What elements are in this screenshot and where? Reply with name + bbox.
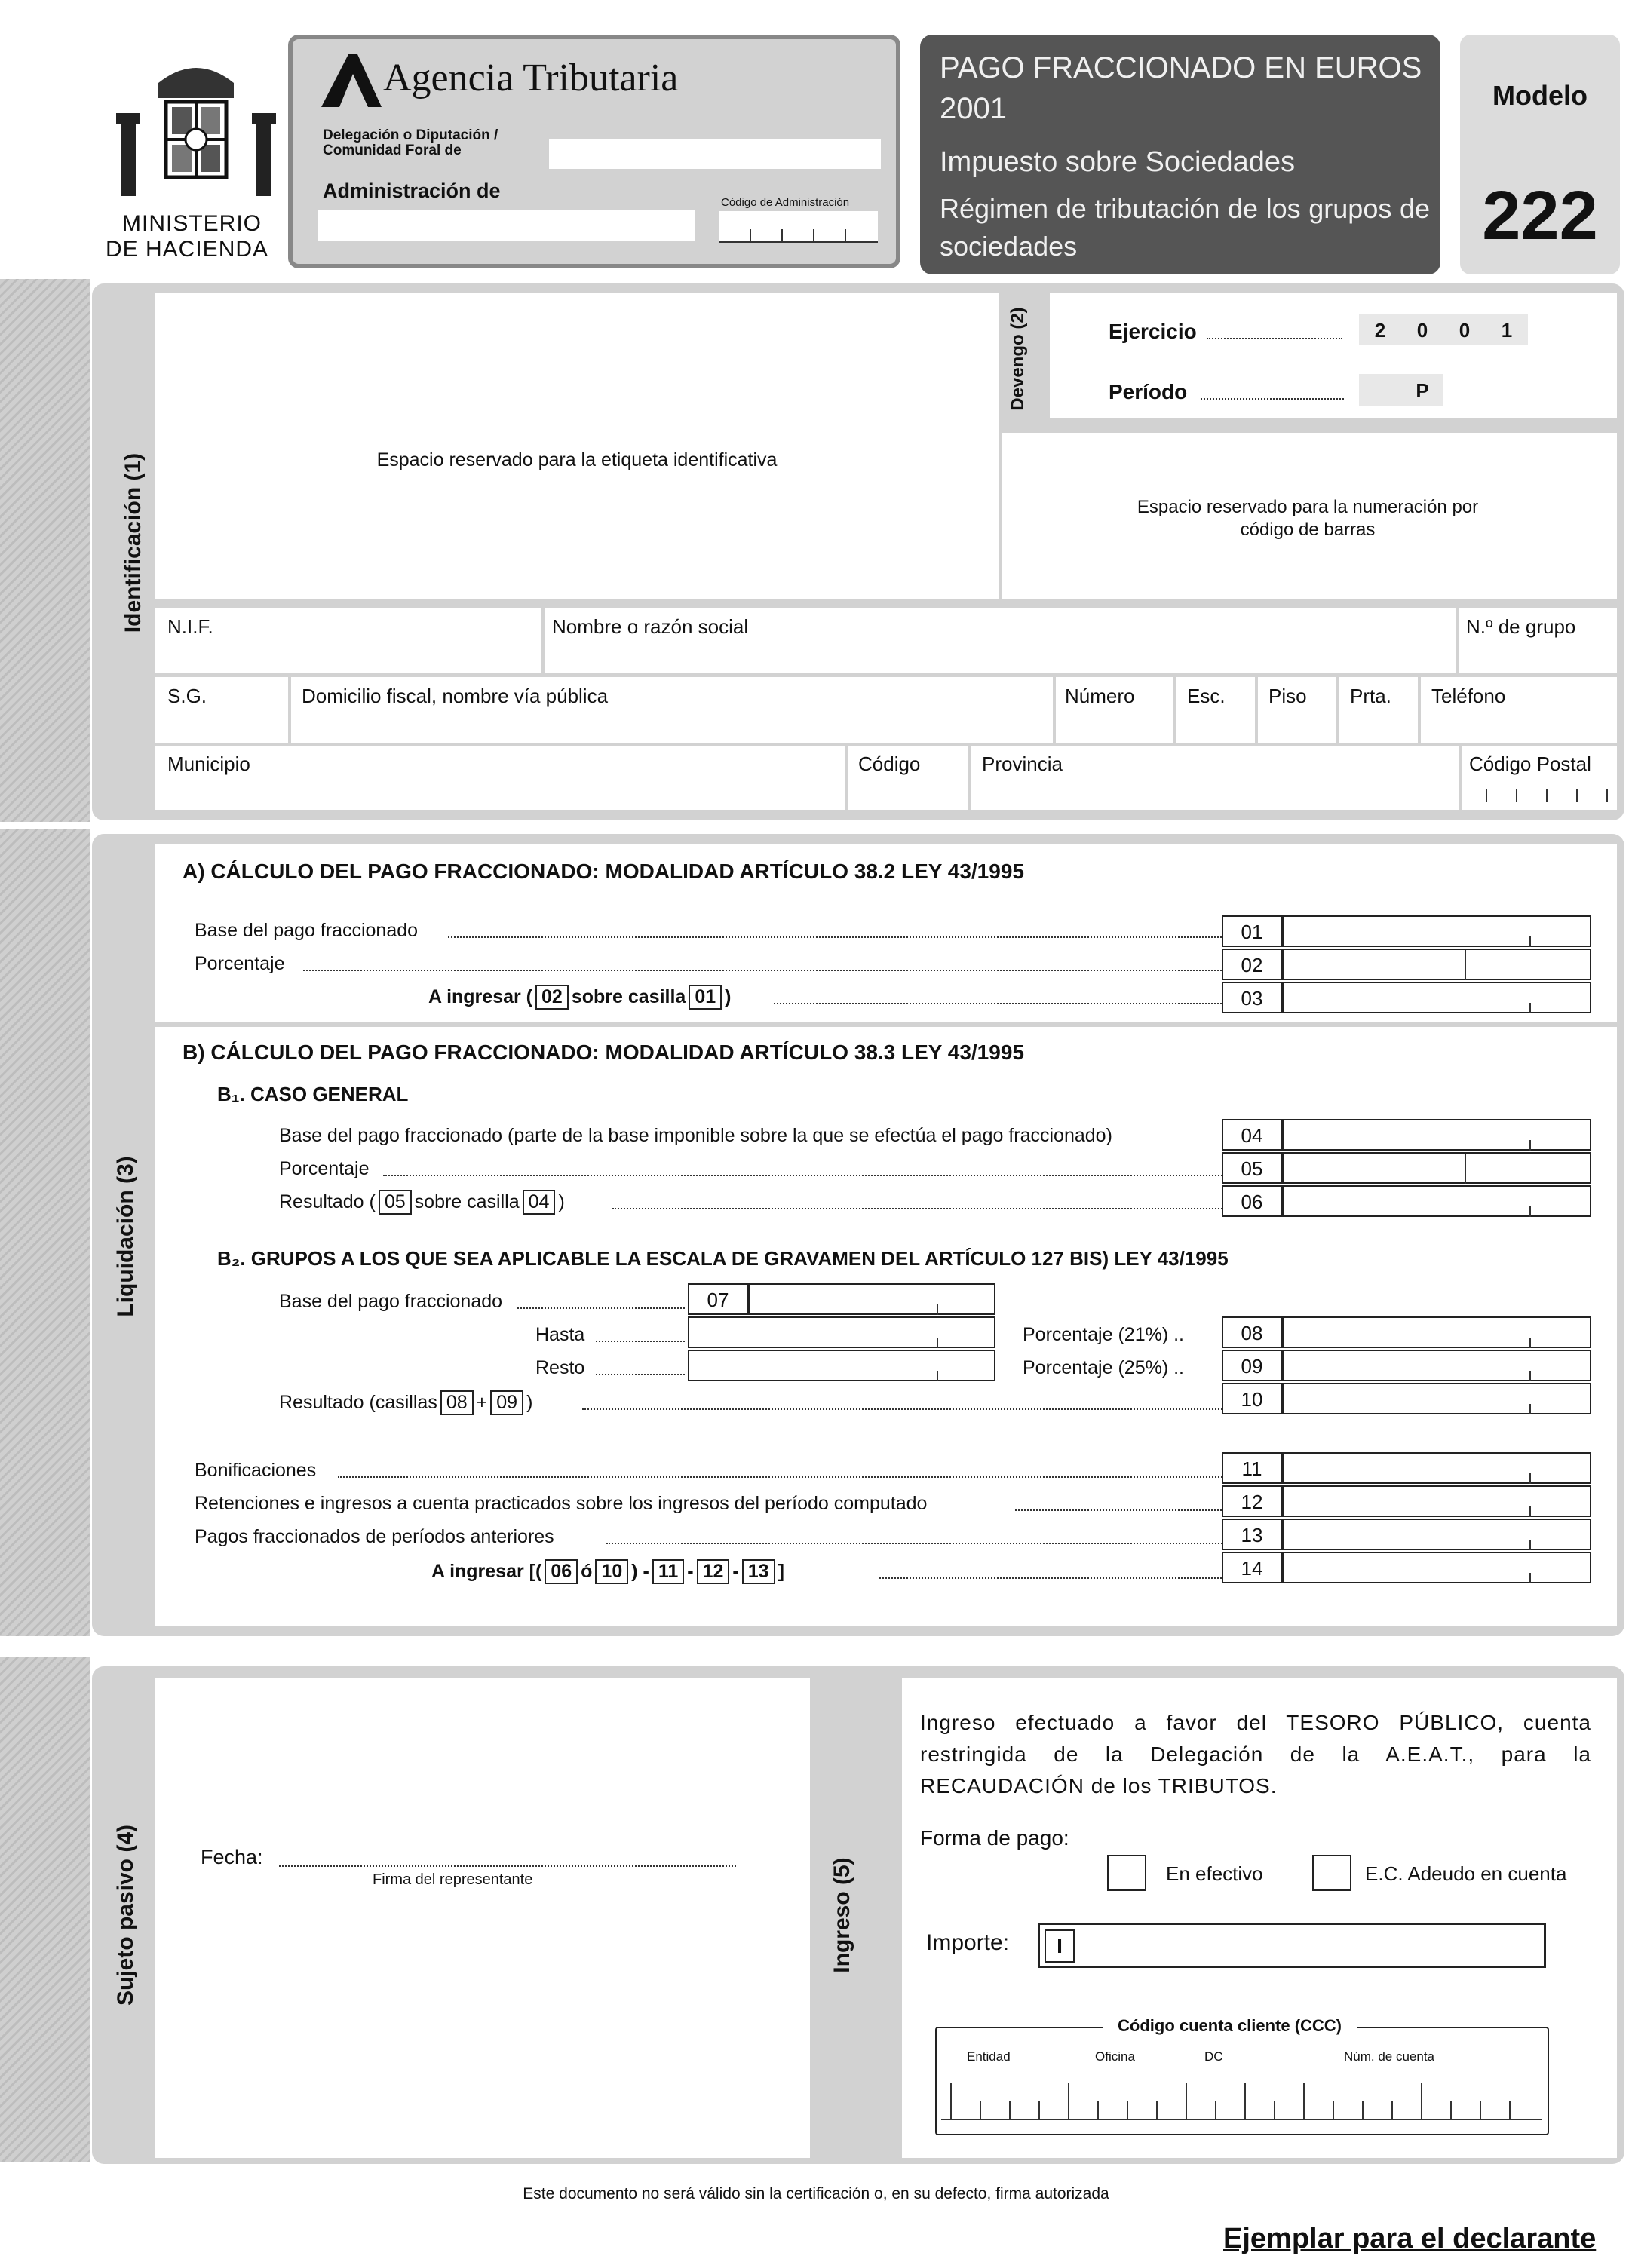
sujeto-box <box>155 1678 810 2158</box>
box-14-label: 14 <box>1222 1552 1282 1583</box>
label-space: Espacio reservado para la etiqueta identificativa <box>155 293 999 599</box>
periodo-field[interactable]: P <box>1359 374 1443 406</box>
ministry-logo <box>106 53 287 264</box>
ingreso-box <box>902 1678 1617 2158</box>
box-04[interactable] <box>1282 1119 1591 1151</box>
modelo-label: Modelo <box>1492 80 1588 111</box>
box-13[interactable] <box>1282 1519 1591 1550</box>
piso-field[interactable]: Piso <box>1258 677 1336 743</box>
nif-field[interactable]: N.I.F. <box>155 608 541 673</box>
box-11[interactable] <box>1282 1452 1591 1484</box>
ccc-label: Código cuenta cliente (CCC) <box>1103 2016 1357 2036</box>
provincia-field[interactable]: Provincia <box>971 746 1459 810</box>
fecha-label: Fecha: <box>201 1846 263 1868</box>
importe-field[interactable]: I <box>1038 1923 1546 1968</box>
b1-title: B₁. CASO GENERAL <box>217 1083 409 1105</box>
b2-title: B₂. GRUPOS A LOS QUE SEA APLICABLE LA ESCALA DE GRAVAMEN DEL ARTÍCULO 127 BIS) LEY 43/1995 <box>217 1247 1229 1270</box>
box-10-label: 10 <box>1222 1383 1282 1414</box>
prta-field[interactable]: Prta. <box>1339 677 1418 743</box>
box-01-label: 01 <box>1222 915 1282 947</box>
box-12-label: 12 <box>1222 1485 1282 1517</box>
box-03-label: 03 <box>1222 982 1282 1013</box>
admin-code-field[interactable] <box>719 211 878 243</box>
box-09[interactable] <box>1282 1350 1591 1381</box>
ingreso-text: Ingreso efectuado a favor del TESORO PÚBLICO, cuenta restringida de la Delegación de la A.E.A.T., para la RECAUDACIÓN de los TRIBUTOS. <box>920 1711 1591 1798</box>
copy-label: Ejemplar para el declarante <box>1223 2223 1597 2254</box>
ccc-box[interactable]: Código cuenta cliente (CCC) Entidad Oficina DC Núm. de cuenta <box>935 2027 1549 2135</box>
box-11-label: 11 <box>1222 1452 1282 1484</box>
adeudo-label: E.C. Adeudo en cuenta <box>1365 1862 1567 1885</box>
sujeto-section-label: Sujeto pasivo (4) <box>113 1824 138 2006</box>
devengo-box <box>1050 293 1617 418</box>
sg-field[interactable]: S.G. <box>155 677 288 743</box>
fecha-field[interactable] <box>279 1865 736 1867</box>
title-box <box>920 35 1440 274</box>
box-08-label: 08 <box>1222 1316 1282 1348</box>
ejercicio-field[interactable]: 2 0 0 1 <box>1359 314 1528 345</box>
ministry-name-line2: DE HACIENDA <box>106 237 269 262</box>
box-07[interactable] <box>748 1283 995 1315</box>
box-05-label: 05 <box>1222 1152 1282 1184</box>
box-06[interactable] <box>1282 1185 1591 1217</box>
form-regime: Régimen de tributación de los grupos de sociedades <box>940 193 1430 262</box>
box-10[interactable] <box>1282 1383 1591 1414</box>
section-b-title: B) CÁLCULO DEL PAGO FRACCIONADO: MODALIDAD ARTÍCULO 38.3 LEY 43/1995 <box>183 1041 1024 1064</box>
footer-note: Este documento no será válido sin la certificación o, en su defecto, firma autorizada <box>523 2185 1109 2202</box>
admin-label: Administración de <box>323 179 501 202</box>
coat-of-arms-icon <box>106 53 287 204</box>
section-a-title: A) CÁLCULO DEL PAGO FRACCIONADO: MODALIDAD ARTÍCULO 38.2 LEY 43/1995 <box>183 860 1024 883</box>
box-05[interactable] <box>1282 1152 1591 1184</box>
adeudo-checkbox[interactable] <box>1312 1855 1351 1891</box>
hasta-field[interactable] <box>688 1316 995 1348</box>
nombre-field[interactable]: Nombre o razón social <box>545 608 1456 673</box>
ejercicio-label: Ejercicio <box>1109 320 1197 343</box>
euro-band-2 <box>0 829 90 1636</box>
ingreso-section-label: Ingreso (5) <box>830 1857 854 1973</box>
admin-name-field[interactable] <box>318 210 695 241</box>
section-b: B) CÁLCULO DEL PAGO FRACCIONADO: MODALIDAD ARTÍCULO 38.3 LEY 43/1995 B₁. CASO GENERAL Base del pago fraccionado (parte de la base imponible sobre la que se efectúa el pago fraccionado) Porcentaje Resultado ( 05 sobre casilla 04 ) B₂. GRUPOS A LOS QUE SEA APLICABLE LA ESCALA DE GRAVAMEN DEL ARTÍCULO 127 BIS) LEY 43/1995 Base del pago fraccionado 07 Hasta Resto Porcentaje (21%) .. Porcentaje (25%) .. Resultado (casillas 08 + 09 ) Bonificaciones Retenciones e ingresos a cuenta practicados sobre los ingresos del período computado Pagos fraccionados de períodos anteriores A ingresar [( 06 ó 10 ) - 11 - 12 - 13 ] <box>155 1027 1617 1626</box>
modelo-number: 222 <box>1482 177 1598 254</box>
ministry-name-line1: MINISTERIO <box>122 211 262 236</box>
grupo-field[interactable]: N.º de grupo <box>1459 608 1617 673</box>
efectivo-label: En efectivo <box>1166 1862 1263 1885</box>
devengo-label: Devengo (2) <box>1008 307 1028 411</box>
periodo-label: Período <box>1109 380 1188 403</box>
delegation-label: Delegación o Diputación / Comunidad Foral de <box>323 127 498 158</box>
importe-label: Importe: <box>926 1930 1010 1955</box>
form-year: 2001 <box>940 92 1007 125</box>
liquidacion-section-label: Liquidación (3) <box>113 1156 138 1317</box>
box-03[interactable] <box>1282 982 1591 1013</box>
box-14[interactable] <box>1282 1552 1591 1583</box>
identificacion-section-label: Identificación (1) <box>121 452 146 633</box>
numero-field[interactable]: Número <box>1056 677 1173 743</box>
domicilio-field[interactable]: Domicilio fiscal, nombre vía pública <box>291 677 1053 743</box>
euro-band-3 <box>0 1657 90 2162</box>
section-a: A) CÁLCULO DEL PAGO FRACCIONADO: MODALIDAD ARTÍCULO 38.2 LEY 43/1995 Base del pago fraccionado Porcentaje A ingresar ( 02 sobre casilla 01 ) <box>155 844 1617 1022</box>
efectivo-checkbox[interactable] <box>1107 1855 1146 1891</box>
box-02[interactable] <box>1282 949 1591 980</box>
form-title: PAGO FRACCIONADO EN EUROS <box>940 51 1422 84</box>
admin-code-label: Código de Administración <box>721 196 850 209</box>
cp-field[interactable]: Código Postal <box>1462 746 1617 810</box>
agency-name: Agencia Tributaria <box>383 57 679 100</box>
modelo-box <box>1460 35 1620 274</box>
telefono-field[interactable]: Teléfono <box>1421 677 1617 743</box>
box-02-label: 02 <box>1222 949 1282 980</box>
agency-logo-icon <box>321 54 382 107</box>
box-09-label: 09 <box>1222 1350 1282 1381</box>
box-08[interactable] <box>1282 1316 1591 1348</box>
agency-box <box>288 35 900 268</box>
codigo-field[interactable]: Código <box>848 746 968 810</box>
forma-pago-label: Forma de pago: <box>920 1826 1069 1850</box>
box-13-label: 13 <box>1222 1519 1282 1550</box>
barcode-space: Espacio reservado para la numeración por código de barras <box>1002 433 1617 599</box>
box-06-label: 06 <box>1222 1185 1282 1217</box>
esc-field[interactable]: Esc. <box>1176 677 1255 743</box>
euro-band-1 <box>0 279 90 822</box>
box-07-label: 07 <box>688 1283 748 1315</box>
box-12[interactable] <box>1282 1485 1591 1517</box>
resto-field[interactable] <box>688 1350 995 1381</box>
municipio-field[interactable]: Municipio <box>155 746 845 810</box>
firma-label: Firma del representante <box>373 1871 533 1888</box>
box-04-label: 04 <box>1222 1119 1282 1151</box>
delegation-field[interactable] <box>549 139 881 169</box>
form-tax: Impuesto sobre Sociedades <box>940 146 1296 178</box>
box-01[interactable] <box>1282 915 1591 947</box>
